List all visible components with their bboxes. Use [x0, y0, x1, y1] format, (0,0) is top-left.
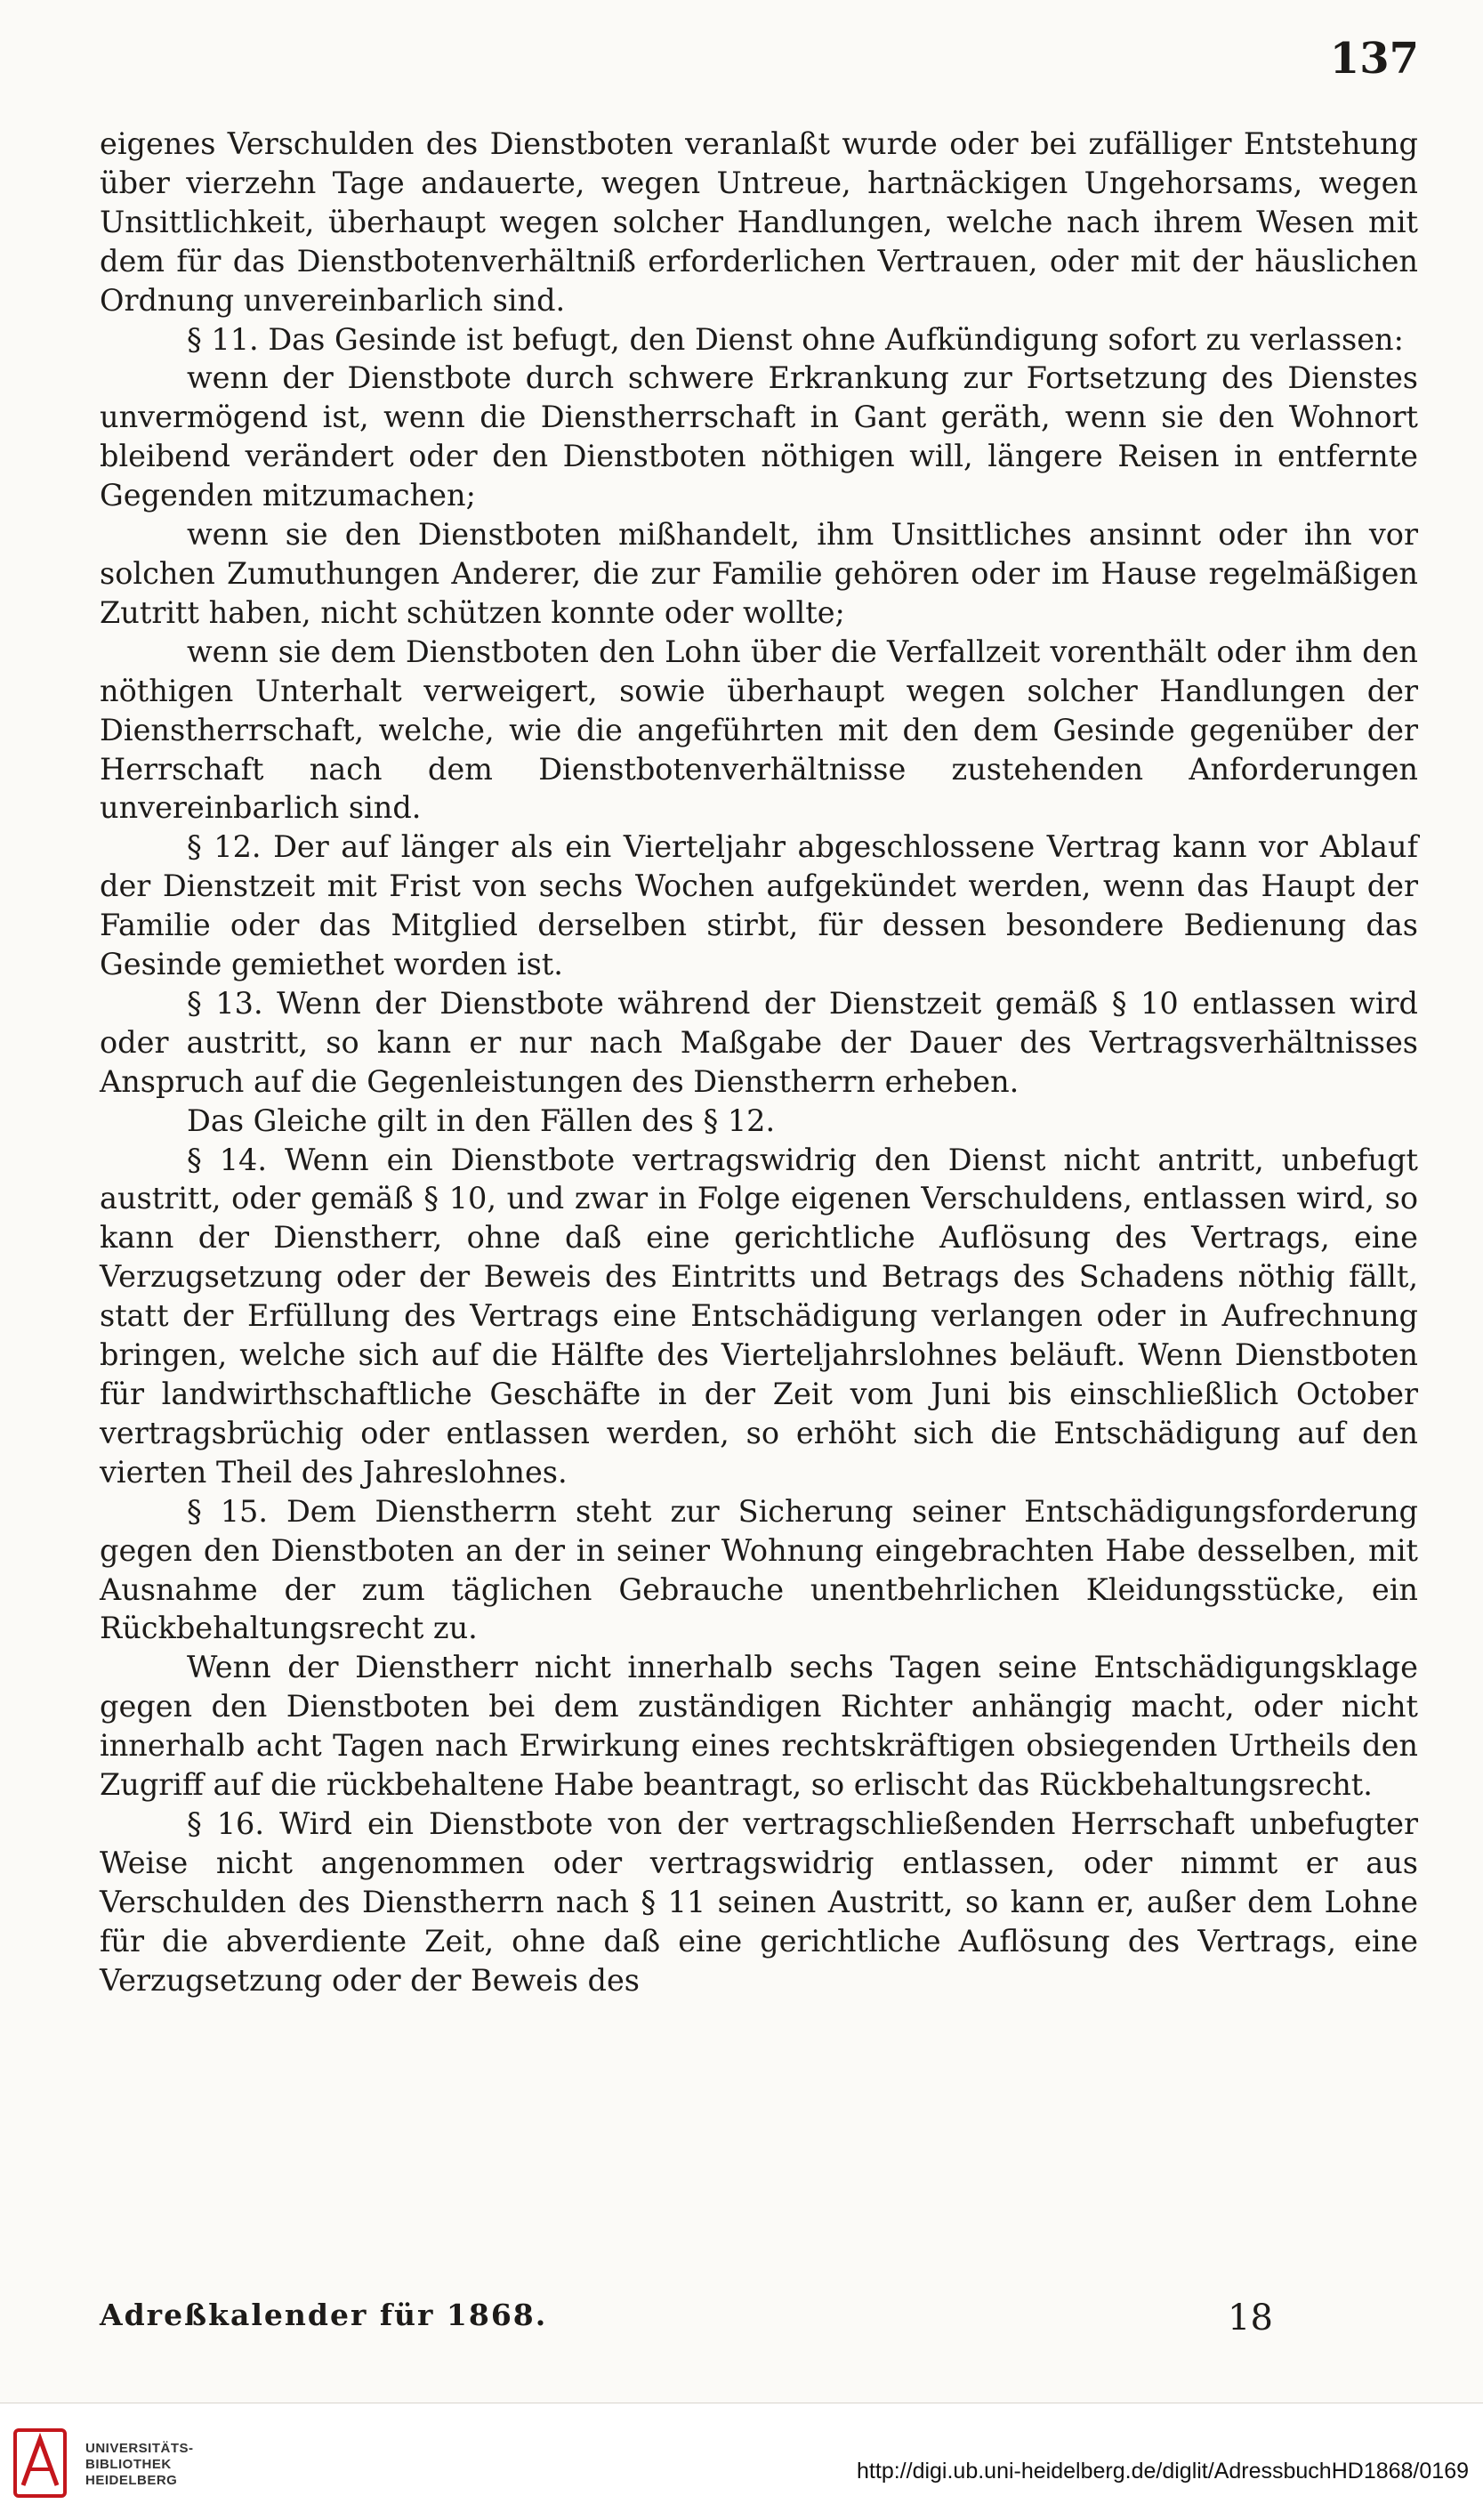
- signature-mark: 18: [1228, 2298, 1273, 2338]
- source-url-link[interactable]: http://digi.ub.uni-heidelberg.de/diglit/AdressbuchHD1868/0169: [857, 2459, 1469, 2484]
- running-title: Adreßkalender für 1868.: [100, 2298, 548, 2332]
- paragraph: eigenes Verschulden des Dienstboten veranlaßt wurde oder bei zufälliger Entstehung über vierzehn Tage andauerte, wegen Untreue, hartnäckigen Ungehorsams, wegen Unsittlichkeit, überhaupt wegen solcher Handlungen, welche nach ihrem Wesen mit dem für das Dienstbotenverhältniß erforderlichen Vertrauen, oder mit der häuslichen Ordnung unvereinbarlich sind.: [100, 126, 1418, 318]
- library-name: [85, 2441, 194, 2489]
- paragraph: wenn sie dem Dienstboten den Lohn über die Verfallzeit vorenthält oder ihm den nöthigen Unterhalt verweigert, sowie überhaupt wegen solcher Handlungen der Dienstherrschaft, welche, wie die angeführten mit den dem Gesinde gegenüber der Herrschaft nach dem Dienstbotenverhältnisse zustehenden Anforderungen unvereinbarlich sind.: [100, 634, 1418, 826]
- paragraph: § 14. Wenn ein Dienstbote vertragswidrig den Dienst nicht antritt, unbefugt austritt, oder gemäß § 10, und zwar in Folge eigenen Verschuldens, entlassen wird, so kann der Dienstherr, ohne daß eine gerichtliche Auflösung des Vertrags, eine Verzugsetzung oder der Beweis des Eintritts und Betrags des Schadens nöthig fällt, statt der Erfüllung des Vertrags eine Entschädigung verlangen oder in Aufrechnung bringen, welche sich auf die Hälfte des Vierteljahrslohnes beläuft. Wenn Dienstboten für landwirthschaftliche Geschäfte in der Zeit vom Juni bis einschließlich October vertragsbrüchig oder entlassen werden, so erhöht sich die Entschädigung auf den vierten Theil des Jahreslohnes.: [100, 1142, 1418, 1490]
- paragraph: § 13. Wenn der Dienstbote während der Dienstzeit gemäß § 10 entlassen wird oder austritt, so kann er nur nach Maßgabe der Dauer des Vertragsverhältnisses Anspruch auf die Gegenleistungen des Dienstherrn erheben.: [100, 985, 1418, 1099]
- paragraph: § 15. Dem Dienstherrn steht zur Sicherung seiner Entschädigungsforderung gegen den Dienstboten an der in seiner Wohnung eingebrachten Habe desselben, mit Ausnahme der zum täglichen Gebrauche unentbehrlichen Kleidungsstücke, ein Rückbehaltungsrecht zu.: [100, 1493, 1418, 1646]
- paragraph: Das Gleiche gilt in den Fällen des § 12.: [187, 1102, 776, 1138]
- page-number: 137: [1329, 34, 1419, 84]
- paragraph: § 12. Der auf länger als ein Vierteljahr abgeschlossene Vertrag kann vor Ablauf der Dienstzeit mit Frist von sechs Wochen aufgekündet werden, wenn das Haupt der Familie oder das Mitglied derselben stirbt, für dessen besondere Bedienung das Gesinde gemiethet worden ist.: [100, 829, 1418, 982]
- library-name-line: UNIVERSITÄTS-: [85, 2441, 194, 2456]
- library-name-line: BIBLIOTHEK: [85, 2457, 172, 2472]
- paragraph: § 11. Das Gesinde ist befugt, den Dienst ohne Aufkündigung sofort zu verlassen:: [187, 321, 1404, 357]
- page-footer: [100, 2298, 1418, 2347]
- university-seal-icon: [11, 2427, 73, 2501]
- paragraph: wenn der Dienstbote durch schwere Erkrankung zur Fortsetzung des Dienstes unvermögend ist, wenn die Dienstherrschaft in Gant geräth, wenn sie den Wohnort bleibend verändert oder den Dienstboten nöthigen will, längere Reisen in entfernte Gegenden mitzumachen;: [100, 360, 1418, 513]
- paragraph: wenn sie den Dienstboten mißhandelt, ihm Unsittliches ansinnt oder ihn vor solchen Zumuthungen Anderer, die zur Familie gehören oder im Hause regelmäßigen Zutritt haben, nicht schützen konnte oder wollte;: [100, 517, 1418, 630]
- paragraph: § 16. Wird ein Dienstbote von der vertragschließenden Herrschaft unbefugter Weise nicht angenommen oder vertragswidrig entlassen, oder nimmt er aus Verschulden des Dienstherrn nach § 11 seinen Austritt, so kann er, außer dem Lohne für die abverdiente Zeit, ohne daß eine gerichtliche Auflösung des Vertrags, eine Verzugsetzung oder der Beweis des: [100, 1805, 1418, 1998]
- body-text: [100, 125, 1418, 2000]
- paragraph: Wenn der Dienstherr nicht innerhalb sechs Tagen seine Entschädigungsklage gegen den Dienstboten bei dem zuständigen Richter anhängig macht, oder nicht innerhalb acht Tagen nach Erwirkung eines rechtskräftigen obsiegenden Urtheils den Zugriff auf die rückbehaltene Habe beantragt, so erlischt das Rückbehaltungsrecht.: [100, 1650, 1418, 1803]
- library-name-line: HEIDELBERG: [85, 2473, 178, 2488]
- digitization-bar: [0, 2403, 1483, 2520]
